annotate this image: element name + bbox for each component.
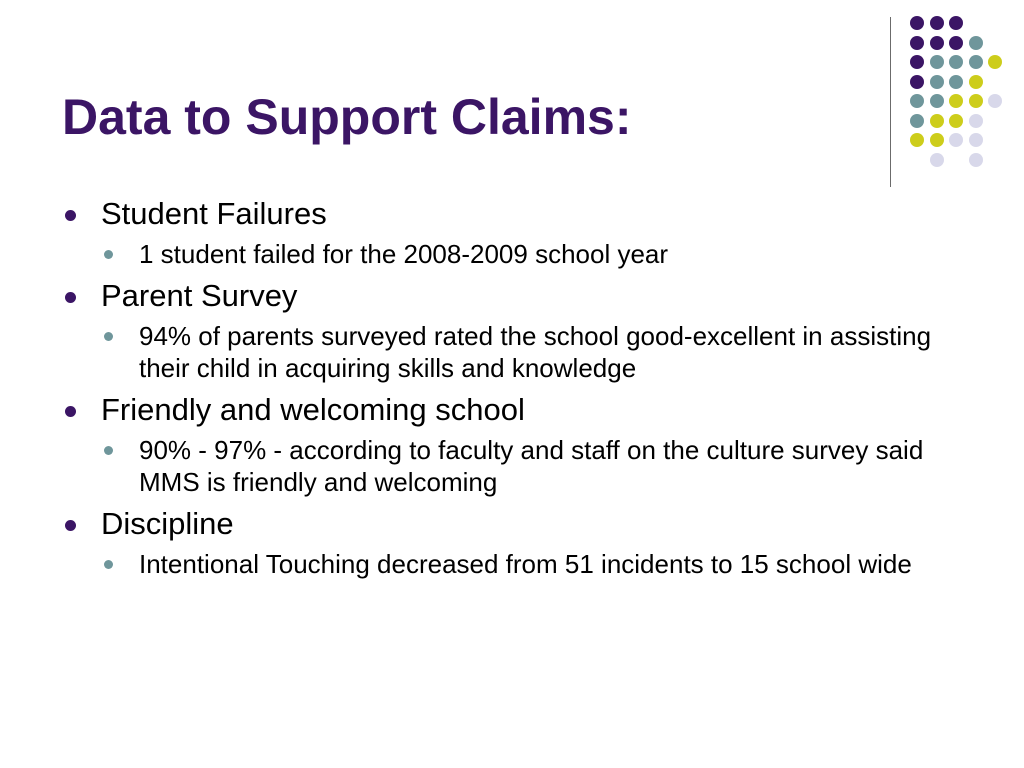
decorative-dot <box>969 36 983 50</box>
decorative-dot <box>949 114 963 128</box>
sub-bullet-text: 94% of parents surveyed rated the school good-excellent in assisting their child in acquiring skills and knowledge <box>139 321 932 383</box>
decorative-dot <box>910 36 924 50</box>
bullet-text: Discipline <box>101 506 234 541</box>
sub-bullet-item <box>62 320 949 384</box>
decorative-dot <box>969 153 983 167</box>
sub-bullet-dot-icon <box>104 560 113 569</box>
decorative-dot <box>949 36 963 50</box>
sub-bullet-dot-icon <box>104 446 113 455</box>
decorative-dot <box>969 114 983 128</box>
decorative-dot <box>910 75 924 89</box>
decorative-dot <box>910 133 924 147</box>
decorative-dot <box>949 75 963 89</box>
bullet-item <box>62 506 962 542</box>
decorative-dot <box>930 55 944 69</box>
sub-bullet-item <box>62 548 949 580</box>
decorative-dot <box>930 114 944 128</box>
slide-title: Data to Support Claims: <box>62 89 632 145</box>
decorative-dot <box>930 133 944 147</box>
decorative-dot <box>910 16 924 30</box>
sub-bullet-text: Intentional Touching decreased from 51 incidents to 15 school wide <box>139 549 912 579</box>
decorative-dot <box>930 94 944 108</box>
decorative-dot <box>930 75 944 89</box>
bullet-dot-icon <box>65 210 76 221</box>
bullet-dot-icon <box>65 520 76 531</box>
bullet-dot-icon <box>65 292 76 303</box>
sub-bullet-item <box>62 238 949 270</box>
bullet-list <box>62 196 962 580</box>
decorative-dot <box>949 133 963 147</box>
decorative-dot <box>910 114 924 128</box>
bullet-text: Student Failures <box>101 196 327 231</box>
bullet-text: Parent Survey <box>101 278 298 313</box>
decorative-dot <box>988 94 1002 108</box>
decorative-dot <box>949 16 963 30</box>
sub-bullet-dot-icon <box>104 332 113 341</box>
vertical-divider <box>890 17 891 187</box>
decorative-dot <box>910 94 924 108</box>
sub-bullet-text: 1 student failed for the 2008-2009 school year <box>139 239 669 269</box>
bullet-item <box>62 196 962 232</box>
sub-bullet-item <box>62 434 949 498</box>
bullet-item <box>62 392 962 428</box>
decorative-dot <box>949 55 963 69</box>
decorative-dot <box>969 94 983 108</box>
decorative-dot <box>969 133 983 147</box>
decorative-dot <box>930 16 944 30</box>
bullet-dot-icon <box>65 406 76 417</box>
sub-bullet-dot-icon <box>104 250 113 259</box>
decorative-dot <box>930 153 944 167</box>
sub-bullet-text: 90% - 97% - according to faculty and staff on the culture survey said MMS is friendly and welcoming <box>139 435 924 497</box>
bullet-text: Friendly and welcoming school <box>101 392 525 427</box>
decorative-dot <box>969 75 983 89</box>
decorative-dot <box>969 55 983 69</box>
decorative-dot <box>988 55 1002 69</box>
decorative-dot <box>910 55 924 69</box>
bullet-item <box>62 278 962 314</box>
decorative-dot <box>930 36 944 50</box>
decorative-dot <box>949 94 963 108</box>
